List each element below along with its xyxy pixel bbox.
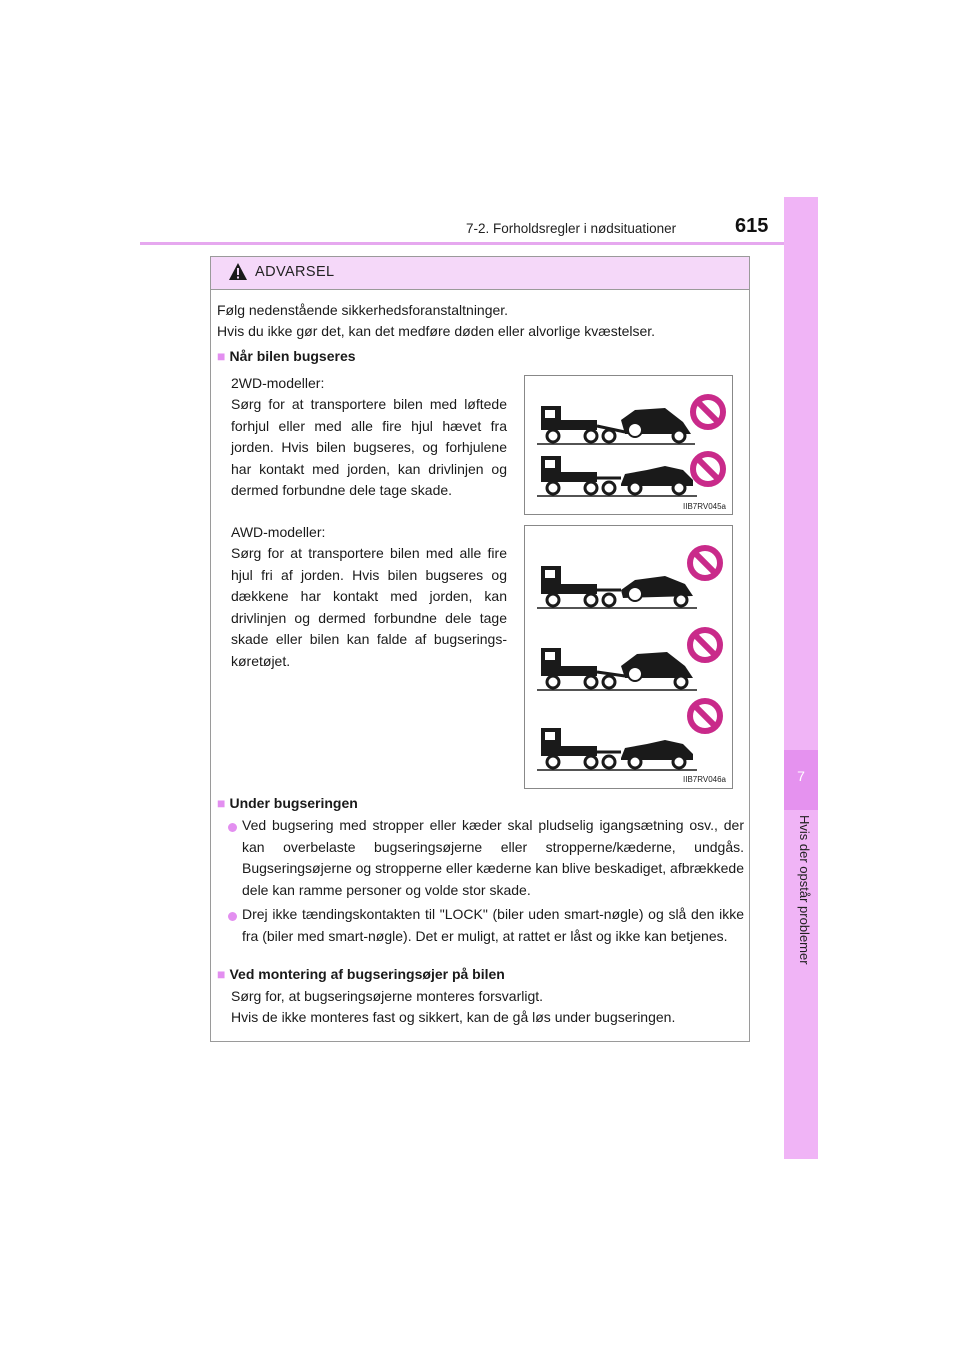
awd-text: Sørg for at transportere bilen med alle fire hjul fri af jorden. Hvis bilen bugseres og dækkene har kontakt med jorden, kan drivlinjen og dermed forbundne dele tage skade eller bilen kan falde af bugserings-køretøjet. [231, 545, 507, 669]
twd-label: 2WD-modeller: [231, 375, 325, 391]
page-number: 615 [735, 215, 769, 237]
figure-2wd-towing [524, 375, 733, 515]
during-bullet-2: Drej ikke tændingskontakten til "LOCK" (biler uden smart-nøgle) og slå den ikke fra (biler med smart-nøgle). Det er muligt, at rattet er låst og ikke kan betjenes. [242, 906, 744, 944]
bullet-dot-icon [228, 912, 237, 921]
chapter-number: 7 [797, 768, 805, 784]
chapter-title: Hvis der opstår problemer [797, 815, 812, 965]
mounting-line-2: Hvis de ikke monteres fast og sikkert, kan de gå løs under bugseringen. [231, 1009, 676, 1025]
awd-label: AWD-modeller: [231, 524, 326, 540]
warning-triangle-icon [228, 262, 248, 281]
mounting-heading-text: Ved montering af bugseringsøjer på bilen [229, 966, 505, 982]
intro-line-2: Hvis du ikke gør det, kan det medføre døden eller alvorlige kvæstelser. [217, 323, 656, 339]
during-heading-text: Under bugseringen [229, 795, 358, 811]
section-title: 7-2. Forholdsregler i nødsituationer [466, 221, 677, 236]
figure-awd-towing [524, 525, 733, 789]
figure-code-awd: IIB7RV046a [683, 775, 726, 784]
tow-truck-illustration-awd [525, 526, 732, 788]
twd-text: Sørg for at transportere bilen med løftede forhjul eller med alle fire hjul hævet fra jorden. Hvis bilen bugseres, og forhjulene har kontakt med jorden, kan drivlinjen og dermed forbundne dele tage skade. [231, 396, 507, 498]
square-bullet-icon: ■ [217, 966, 226, 982]
towing-heading-text: Når bilen bugseres [229, 348, 356, 364]
during-bullet-1: Ved bugsering med stropper eller kæder skal pludselig igangsætning osv., der kan overbelaste bugseringsøjerne eller stropperne/kæderne, undgås. Bugseringsøjerne og stropperne eller kæderne kan blive beskadiget, afbrækkede dele kan ramme personer og volde stor skade. [242, 817, 744, 898]
warning-box [210, 256, 750, 1042]
mounting-line-1: Sørg for, at bugseringsøjerne monteres forsvarligt. [231, 988, 544, 1004]
bullet-dot-icon [228, 823, 237, 832]
warning-header [211, 257, 749, 290]
warning-title: ADVARSEL [255, 264, 335, 280]
header-rule [140, 242, 818, 245]
tow-truck-illustration-2wd [525, 376, 732, 514]
square-bullet-icon: ■ [217, 795, 226, 811]
figure-code-2wd: IIB7RV045a [683, 502, 726, 511]
mounting-heading [217, 964, 505, 986]
intro-line-1: Følg nedenstående sikkerhedsforanstaltninger. [217, 302, 509, 318]
during-heading [217, 793, 358, 815]
towing-heading [217, 346, 356, 368]
square-bullet-icon: ■ [217, 348, 226, 364]
